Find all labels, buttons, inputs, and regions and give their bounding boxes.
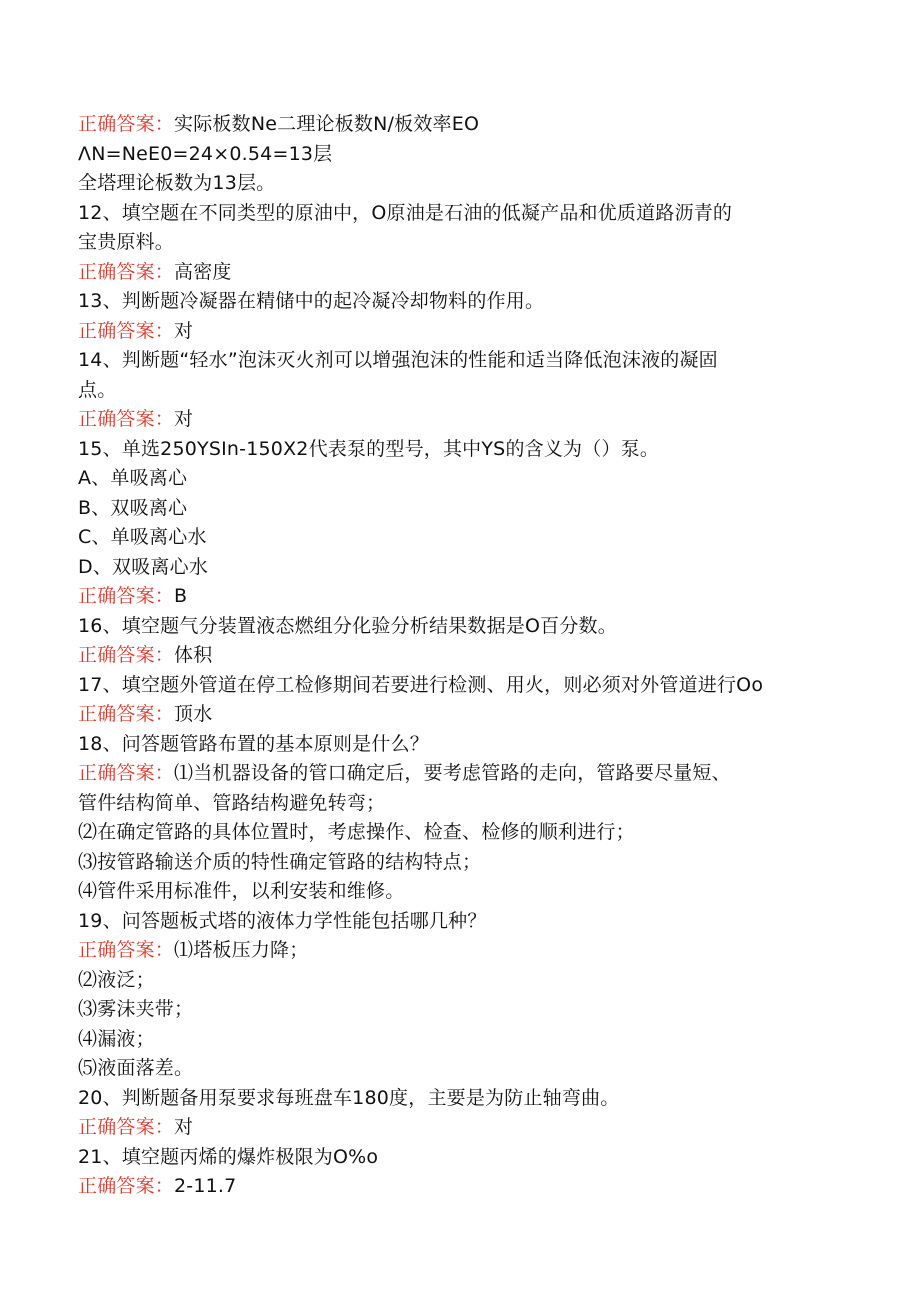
line-text: ⑶按管路输送介质的特性确定管路的结构特点； xyxy=(78,850,482,873)
answer-label: 正确答案： xyxy=(78,939,175,961)
answer-label: 正确答案： xyxy=(78,1175,175,1197)
answer-line xyxy=(78,1113,858,1143)
text-line xyxy=(78,995,858,1025)
line-text: 20、判断题备用泵要求每班盘车180度，主要是为防止轴弯曲。 xyxy=(78,1086,620,1109)
line-text: C、单吸离心水 xyxy=(78,526,207,548)
line-text: 14、判断题“轻水”泡沫灭火剂可以增强泡沫的性能和适当降低泡沫液的凝固 xyxy=(78,349,718,371)
text-line xyxy=(78,494,858,524)
answer-line xyxy=(78,110,858,140)
line-text: 19、问答题板式塔的液体力学性能包括哪几种？ xyxy=(78,909,487,932)
answer-text: 体积 xyxy=(174,644,213,666)
text-line xyxy=(78,464,858,494)
answer-line xyxy=(78,405,858,435)
text-line xyxy=(78,730,858,760)
text-line xyxy=(78,1143,858,1173)
text-line xyxy=(78,435,858,465)
text-line xyxy=(78,877,858,907)
line-text: ΛN=NeE0=24×0.54=13层 xyxy=(78,142,333,165)
text-line xyxy=(78,523,858,553)
answer-label: 正确答案： xyxy=(78,585,175,607)
line-text: 全塔理论板数为13层。 xyxy=(78,172,276,194)
answer-label: 正确答案： xyxy=(78,260,175,283)
answer-line xyxy=(78,936,858,966)
answer-text: B xyxy=(174,585,188,607)
answer-label: 正确答案： xyxy=(78,644,175,666)
line-text: 13、判断题冷凝器在精储中的起冷凝冷却物料的作用。 xyxy=(78,290,545,312)
line-text: B、双吸离心 xyxy=(78,496,188,519)
text-line xyxy=(78,199,858,229)
line-text: ⑷管件采用标准件，以利安装和维修。 xyxy=(78,880,405,902)
answer-line xyxy=(78,641,858,671)
line-text: ⑵在确定管路的具体位置时，考虑操作、检查、检修的顺利进行； xyxy=(78,821,635,843)
answer-label: 正确答案： xyxy=(78,703,175,725)
text-line xyxy=(78,228,858,258)
text-line xyxy=(78,818,858,848)
answer-text: 对 xyxy=(174,319,194,342)
answer-text: 2-11.7 xyxy=(174,1175,237,1197)
line-text: ⑶雾沫夹带； xyxy=(78,998,194,1020)
answer-label: 正确答案： xyxy=(78,319,175,342)
answer-label: 正确答案： xyxy=(78,762,175,784)
line-text: 12、填空题在不同类型的原油中，O原油是石油的低凝产品和优质道路沥青的 xyxy=(78,201,733,224)
line-text: 点。 xyxy=(78,378,117,401)
text-line xyxy=(78,907,858,937)
answer-label: 正确答案： xyxy=(78,408,175,430)
text-line xyxy=(78,966,858,996)
answer-line xyxy=(78,759,858,789)
answer-text: 对 xyxy=(174,1116,194,1138)
answer-line xyxy=(78,700,858,730)
text-line xyxy=(78,376,858,406)
answer-line xyxy=(78,1172,858,1202)
text-line xyxy=(78,1054,858,1084)
answer-text: ⑴当机器设备的管口确定后，要考虑管路的走向，管路要尽量短、 xyxy=(174,762,731,784)
line-text: 15、单选250YSIn-150X2代表泵的型号，其中YS的含义为（）泵。 xyxy=(78,437,660,460)
line-text: 17、填空题外管道在停工检修期间若要进行检测、用火，则必须对外管道进行Oo xyxy=(78,673,764,696)
text-line xyxy=(78,553,858,583)
line-text: 管件结构简单、管路结构避免转弯； xyxy=(78,791,386,814)
text-line xyxy=(78,612,858,642)
text-line xyxy=(78,1025,858,1055)
line-text: A、单吸离心 xyxy=(78,467,188,489)
answer-line xyxy=(78,582,858,612)
answer-label: 正确答案： xyxy=(78,1116,175,1138)
text-line xyxy=(78,169,858,199)
line-text: 16、填空题气分装置液态燃组分化验分析结果数据是O百分数。 xyxy=(78,614,617,637)
line-text: ⑷漏液； xyxy=(78,1027,155,1050)
line-text: 宝贵原料。 xyxy=(78,231,175,253)
line-text: D、双吸离心水 xyxy=(78,555,209,578)
answer-text: 高密度 xyxy=(174,260,232,283)
answer-text: ⑴塔板压力降； xyxy=(174,939,309,961)
text-line xyxy=(78,346,858,376)
line-text: ⑸液面落差。 xyxy=(78,1057,194,1079)
line-text: 18、问答题管路布置的基本原则是什么？ xyxy=(78,732,429,755)
answer-line xyxy=(78,258,858,288)
document-body xyxy=(78,110,858,1202)
text-line xyxy=(78,1084,858,1114)
answer-line xyxy=(78,317,858,347)
text-line xyxy=(78,140,858,170)
text-line xyxy=(78,287,858,317)
answer-label: 正确答案： xyxy=(78,113,175,135)
text-line xyxy=(78,848,858,878)
line-text: ⑵液泛； xyxy=(78,968,155,991)
text-line xyxy=(78,789,858,819)
answer-text: 实际板数Ne二理论板数N/板效率EO xyxy=(174,113,480,135)
text-line xyxy=(78,671,858,701)
answer-text: 顶水 xyxy=(174,703,213,725)
answer-text: 对 xyxy=(174,408,194,430)
line-text: 21、填空题丙烯的爆炸极限为O%o xyxy=(78,1145,379,1168)
